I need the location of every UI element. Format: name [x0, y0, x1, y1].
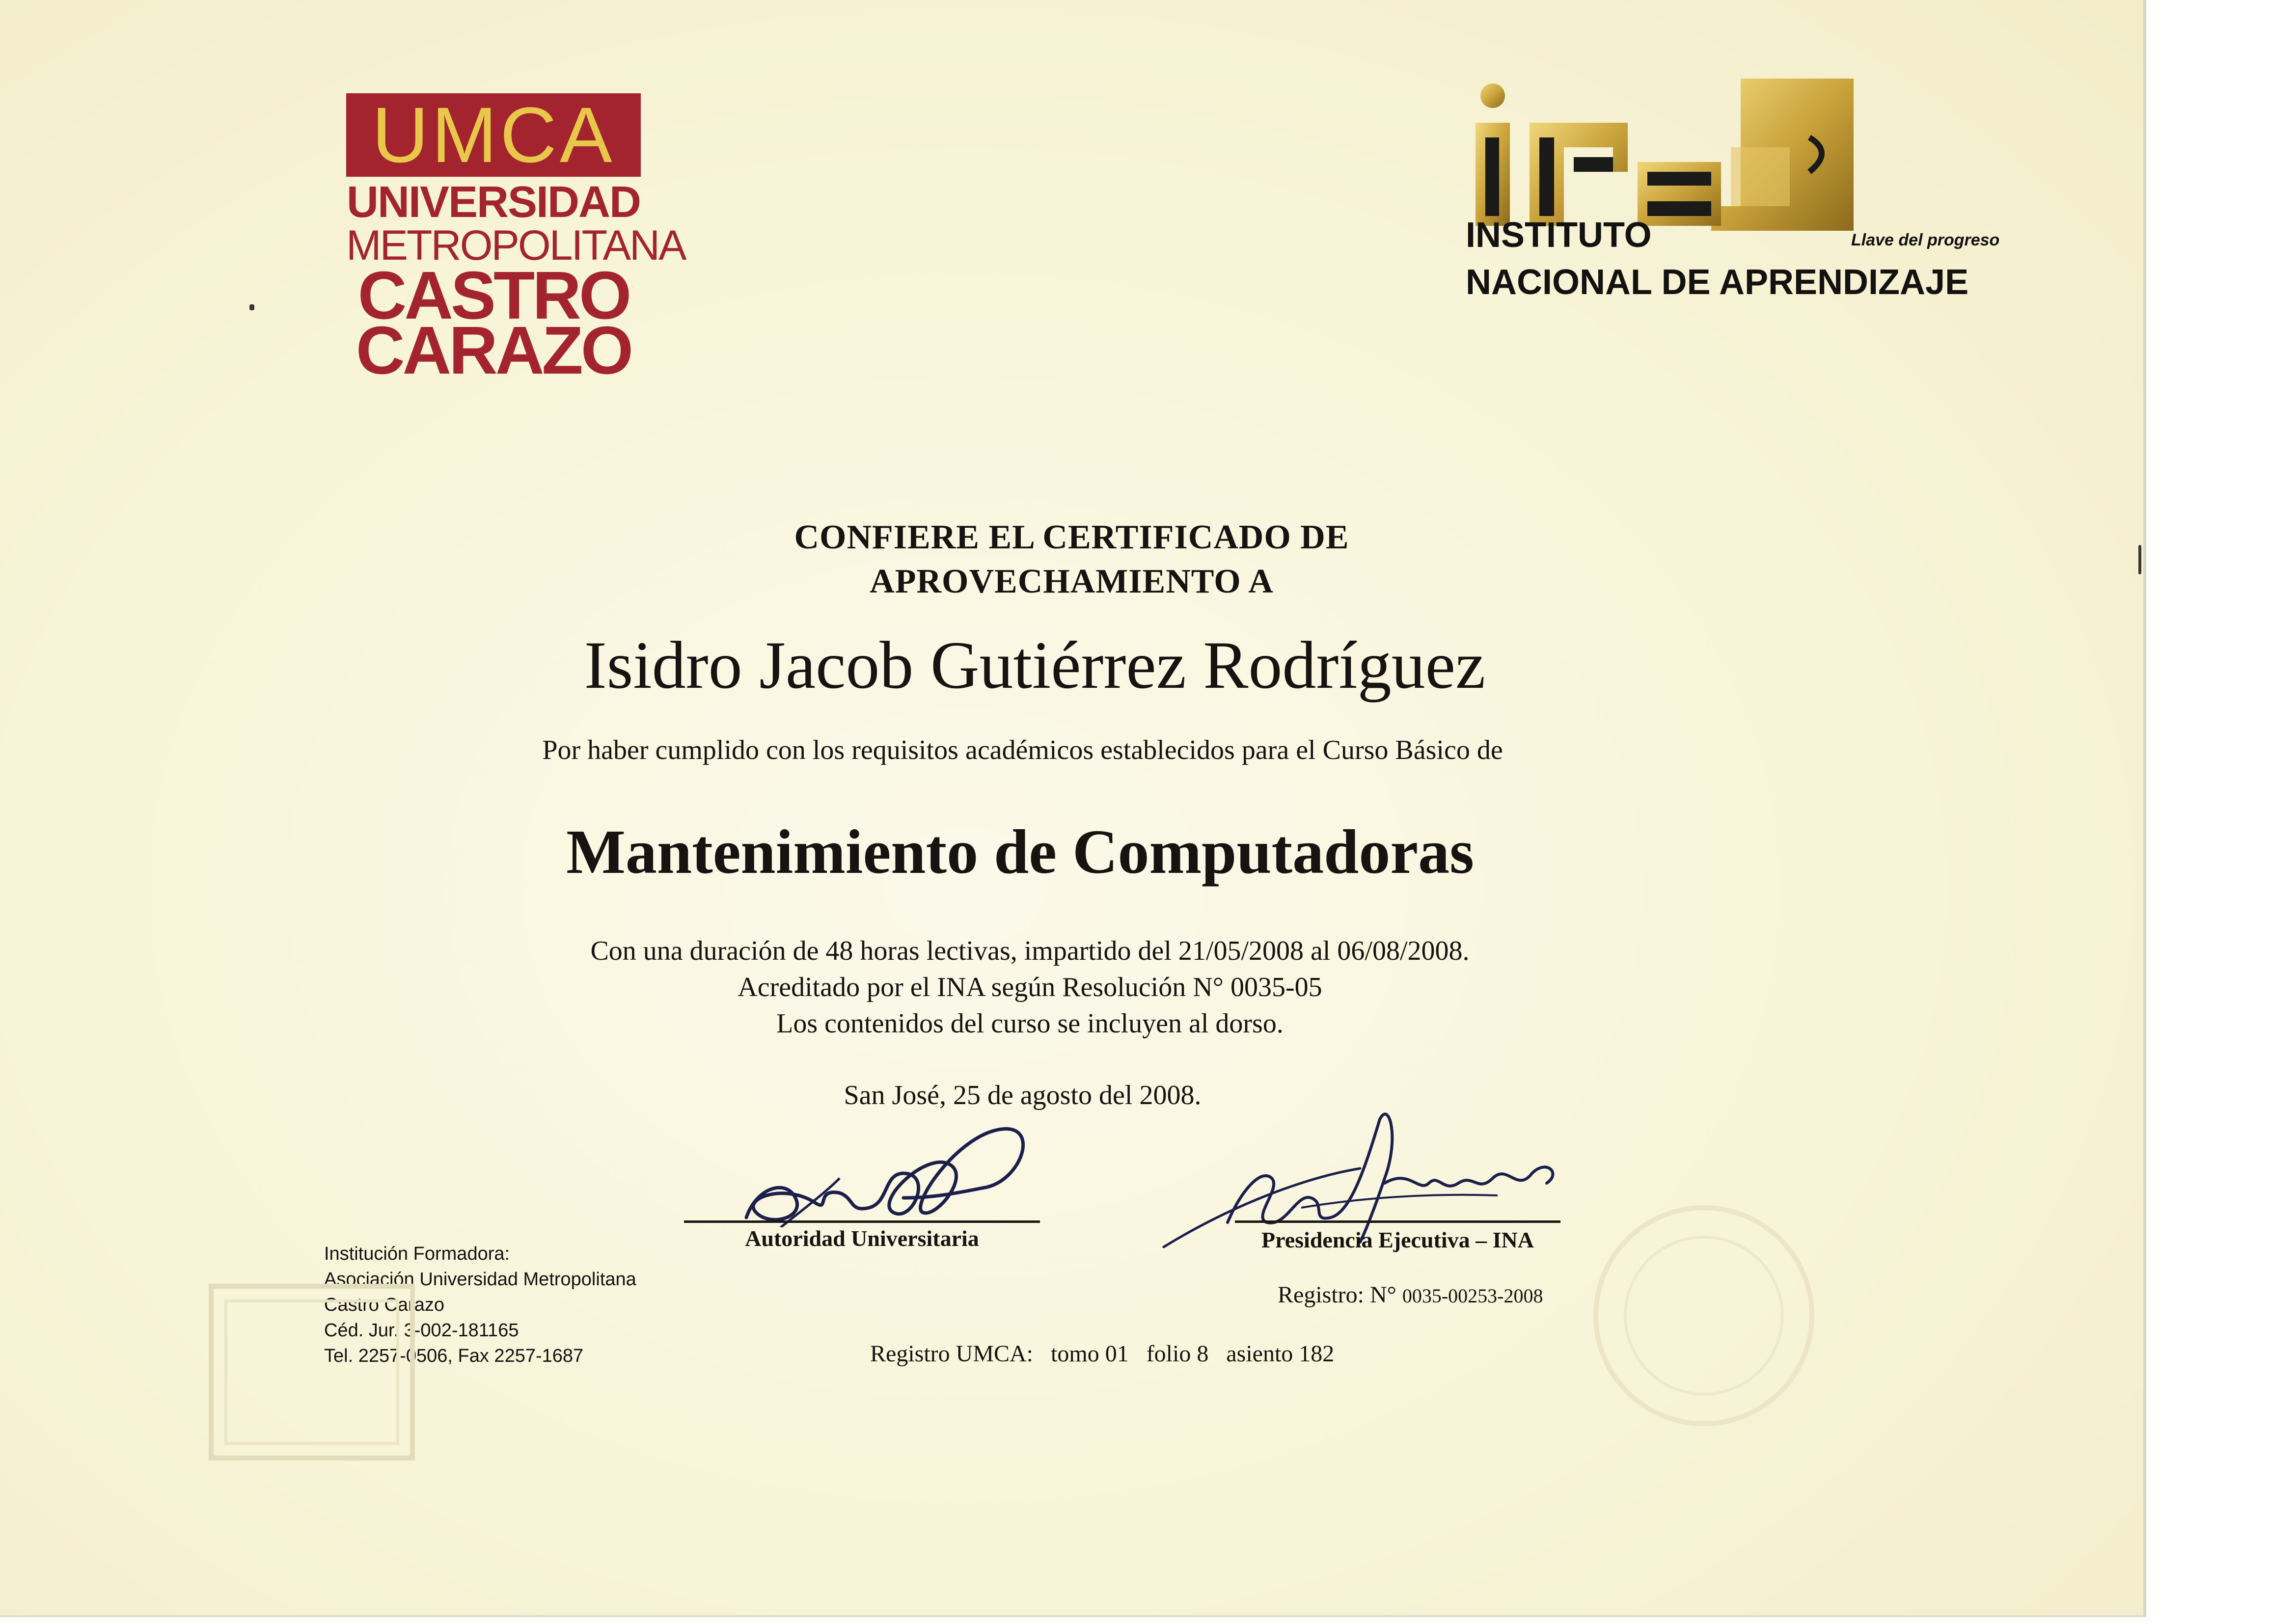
ina-line-instituto: INSTITUTO [1466, 216, 1652, 255]
university-signature [727, 1114, 1051, 1227]
detail-line-2: Acreditado por el INA según Resolución N° 0035-05 [738, 972, 1322, 1002]
scan-mark [2138, 545, 2141, 574]
page-bottom-edge [0, 1615, 2146, 1617]
detail-line-1: Con una duración de 48 horas lectivas, impartido del 21/05/2008 al 06/08/2008. [590, 936, 1470, 966]
course-title: Mantenimiento de Computadoras [566, 817, 1474, 887]
formadora-label: Institución Formadora: [324, 1244, 510, 1264]
ina-signature-title: Presidencia Ejecutiva – INA [1261, 1227, 1534, 1252]
registro-umca-asiento: asiento 182 [1226, 1341, 1335, 1367]
university-signature-title: Autoridad Universitaria [745, 1226, 979, 1251]
registro-ina [1278, 1281, 1543, 1308]
issue-date: San José, 25 de agosto del 2008. [844, 1080, 1202, 1110]
ina-tagline: Llave del progreso [1851, 231, 2000, 249]
formadora-name: Asociación Universidad Metropolitana [324, 1269, 636, 1290]
recipient-name: Isidro Jacob Gutiérrez Rodríguez [584, 627, 1486, 703]
registro-umca-label: Registro UMCA: [870, 1341, 1034, 1367]
intro-text: Por haber cumplido con los requisitos académicos establecidos para el Curso Básico de [542, 735, 1503, 765]
umca-logo [346, 91, 685, 388]
registro-umca [870, 1340, 1334, 1367]
detail-line-3: Los contenidos del curso se incluyen al dorso. [776, 1008, 1284, 1039]
embossed-ina-seal-icon [1586, 1198, 1822, 1434]
umca-line-carazo: CARAZO [355, 313, 631, 388]
heading-line-1: CONFIERE EL CERTIFICADO DE [794, 518, 1349, 556]
university-signature-line [684, 1220, 1040, 1223]
registro-ina-number: 0035-00253-2008 [1402, 1285, 1543, 1307]
formadora-ced: Céd. Jur. 3-002-181165 [324, 1320, 519, 1341]
registro-ina-label: Registro: N° [1278, 1282, 1396, 1308]
formadora-name-2: Castro Carazo [324, 1295, 444, 1315]
umca-line-metropolitana: METROPOLITANA [346, 222, 685, 269]
ina-signature-line [1235, 1220, 1560, 1223]
umca-line-universidad: UNIVERSIDAD [346, 178, 641, 227]
formadora-tel: Tel. 2257-0506, Fax 2257-1687 [324, 1346, 584, 1366]
registro-umca-tomo: tomo 01 [1051, 1341, 1129, 1367]
umca-line-castro: CASTRO [357, 258, 629, 333]
embossed-umca-seal-icon [206, 1267, 417, 1478]
ina-line-nacional: NACIONAL DE APRENDIZAJE [1466, 263, 1969, 302]
scan-speck [249, 304, 254, 310]
heading-line-2: APROVECHAMIENTO A [870, 563, 1274, 600]
ina-logo [1453, 74, 2052, 319]
umca-acronym-box [346, 93, 641, 177]
registro-umca-folio: folio 8 [1146, 1341, 1209, 1367]
page-right-edge [2143, 0, 2146, 1615]
umca-acronym: UMCA [372, 91, 615, 179]
